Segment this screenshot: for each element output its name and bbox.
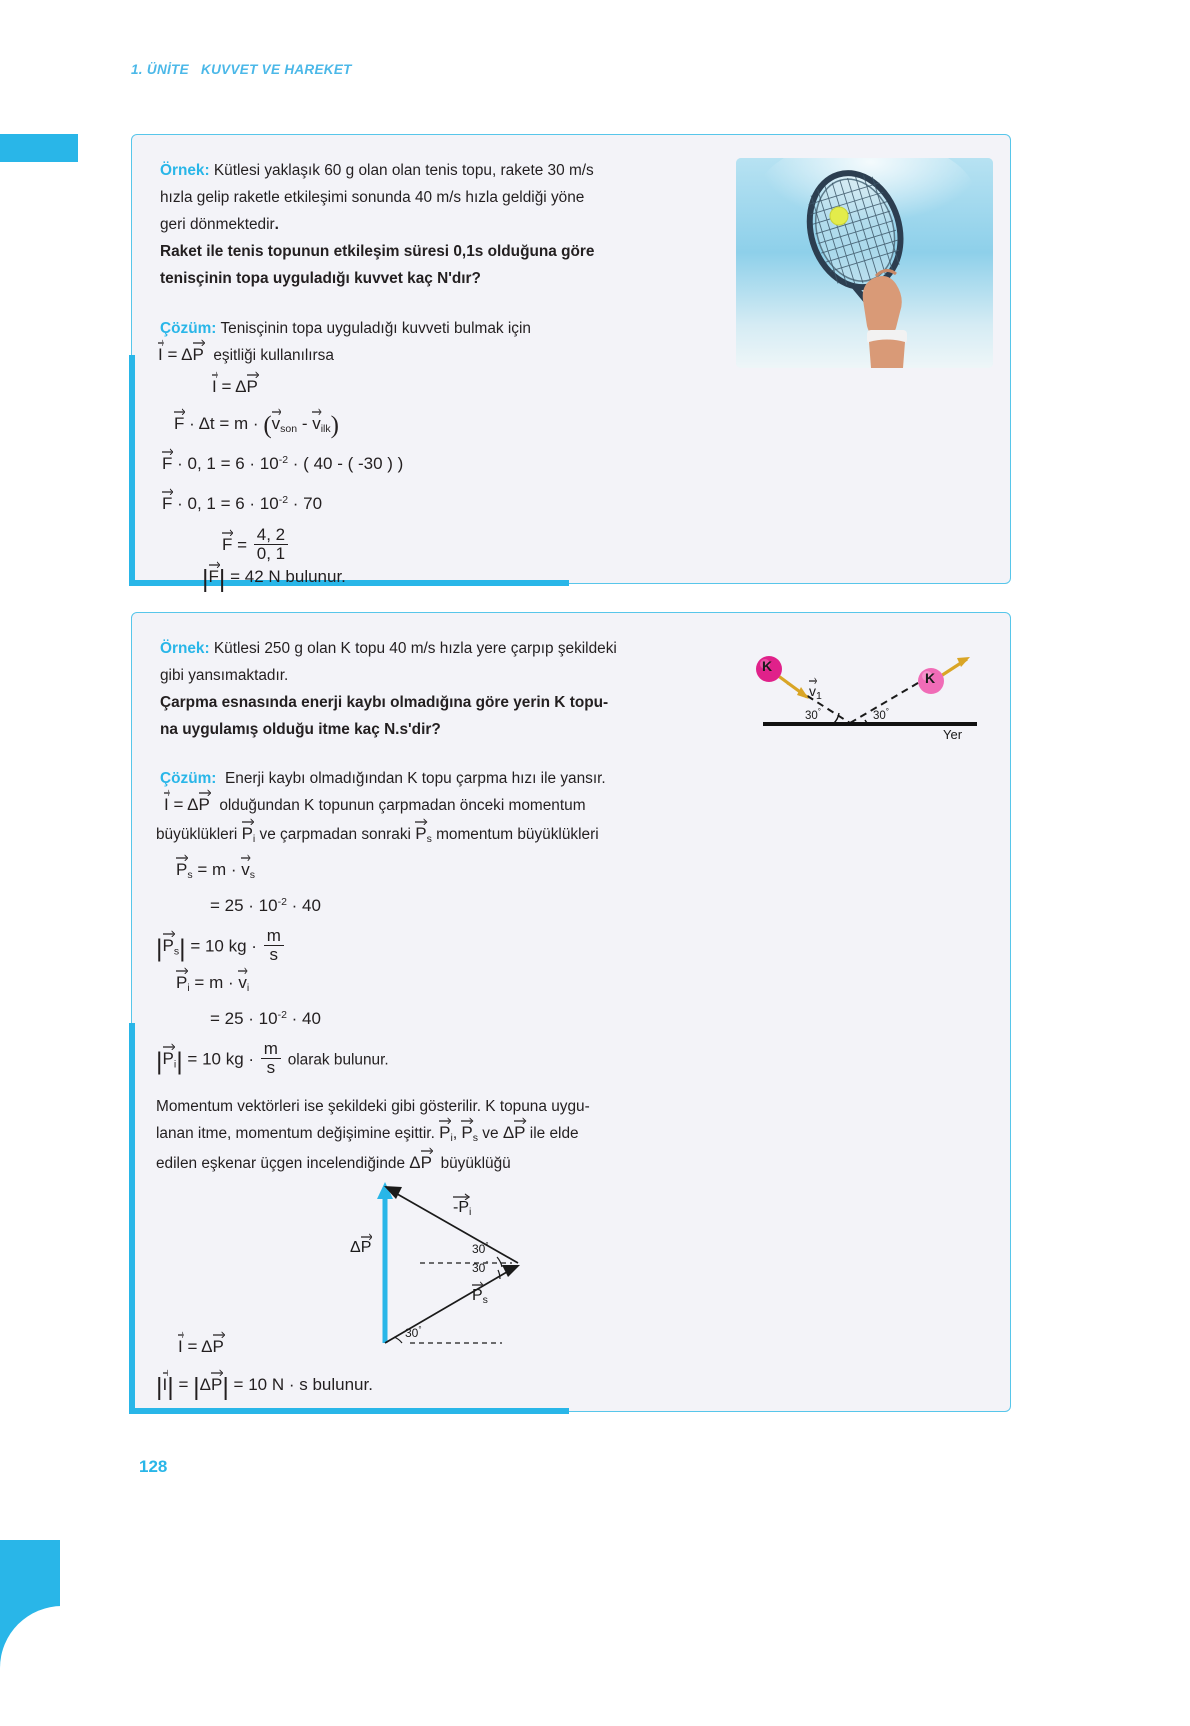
vec-F-5: F — [208, 567, 219, 586]
ps-label — [472, 1285, 488, 1306]
page-header-unit: 1. ÜNİTE KUVVET VE HAREKET — [131, 62, 352, 77]
exp-3: -2 — [277, 896, 287, 908]
deg-4: ° — [485, 1260, 489, 1269]
example2-solution-label: Çözüm: — [160, 770, 217, 787]
example1-statement-l3-dot: . — [274, 216, 279, 233]
example2-eq-3: $P_s = m$ · $v_s$ — [176, 858, 255, 881]
example2-kg-1: = 10 kg · — [190, 936, 257, 956]
delta-7: Δ — [199, 1375, 211, 1394]
v-ilk-sub: ilk — [320, 423, 331, 435]
example2-eq-2 — [156, 822, 599, 845]
example2-l3c: momentum büyüklükleri — [436, 826, 599, 843]
example2-paragraph-l2 — [156, 1121, 579, 1144]
example2-eq-7 — [210, 1009, 321, 1029]
example1-result-text: = 42 N bulunur. — [230, 567, 346, 586]
example2-num-2: = 25 · 10 — [210, 1009, 278, 1028]
example1-eq1-tail: eşitliği kullanılırsa — [213, 347, 334, 364]
example1-eq-2: I = Δ P — [212, 375, 258, 397]
vec-P-9: P — [162, 1049, 174, 1069]
example1-eq5-tail: · 70 — [292, 494, 323, 513]
example2-label: Örnek: — [160, 640, 210, 657]
bounce-diagram — [745, 645, 995, 750]
vec-P-1: P — [192, 345, 204, 364]
sub-i-1: i — [252, 833, 256, 845]
comma-1: , — [452, 1125, 458, 1142]
vec-P-12: P — [514, 1123, 526, 1142]
minus-pi-label — [453, 1197, 471, 1218]
vec-P-11: P — [461, 1123, 473, 1142]
example2-eq-8: | $P_i| = 10$ kg · $\frac{m}{s}$ olarak bulunur. — [156, 1039, 389, 1078]
tennis-racket-photo — [736, 158, 993, 368]
angle-bottom-value: 30 — [405, 1326, 419, 1340]
vec-P-13: P — [420, 1153, 432, 1172]
ball-label-right: K — [925, 670, 936, 686]
example1-question-l1: Raket ile tenis topunun etkileşim süresi 0,1s olduğuna göre — [160, 243, 595, 260]
example2-eq-6: $P_i = m$ · $v_i$ — [176, 971, 249, 994]
unit-num-1: m — [266, 926, 281, 945]
example2-solution-intro-text: Enerji kaybı olmadığından K topu çarpma hızı ile yansır. — [225, 770, 606, 787]
example1-eq-3: F · Δt = m · ( $v_{son}$ - $v_{ilk}$) — [174, 412, 339, 440]
vec-F-4: F — [222, 535, 233, 555]
vec-P-4: P — [241, 824, 253, 843]
deg-1: ° — [817, 707, 821, 716]
sub-s-5: s — [472, 1132, 478, 1144]
delta-8: Δ — [350, 1239, 361, 1256]
angle-mid-value: 30 — [472, 1261, 486, 1275]
example2-num-1-tail: · 40 — [291, 896, 321, 915]
angle-top-value: 30 — [472, 1242, 486, 1256]
sub-s-4: s — [173, 945, 180, 958]
example2-num-2-tail: · 40 — [291, 1009, 321, 1028]
example2-para-l1: Momentum vektörleri ise şekildeki gibi gösterilir. K topuna uygu- — [156, 1098, 590, 1115]
v-son-sub: son — [280, 423, 298, 435]
example1-eq-6: F = $\frac{4, 2}{0, 1}$ — [222, 527, 290, 565]
example2-final-result: | I| = |Δ P| = 10 N · s bulunur. — [156, 1373, 373, 1402]
vec-P-5: P — [415, 824, 427, 843]
example1-solution-intro-text: Tenisçinin topa uyguladığı kuvveti bulmak için — [220, 320, 531, 337]
accent-bar-vertical-1 — [129, 355, 135, 586]
example2-para-l2c: ve — [482, 1125, 499, 1142]
example1-solution-label: Çözüm: — [160, 320, 217, 337]
angle-right-value: 30 — [873, 709, 886, 722]
example2-para-l2d: ile elde — [529, 1125, 579, 1142]
exp-1: -2 — [278, 454, 289, 466]
example2-para-l3a: edilen eşkenar üçgen incelendiğinde — [156, 1155, 406, 1172]
ball-label-left: K — [762, 658, 773, 674]
example2-kg-2: = 10 kg · — [187, 1049, 255, 1069]
example2-eq-5: | $P_s| = 10$ kg · $\frac{m}{s}$ — [156, 928, 286, 966]
footer-accent-shape — [0, 1540, 60, 1683]
vec-F-1: F — [174, 414, 185, 433]
velocity-sub: 1 — [816, 690, 822, 702]
sub-s-3: s — [249, 869, 256, 881]
sub-i-5: i — [450, 1132, 453, 1144]
example2-paragraph — [156, 1093, 776, 1120]
example2-l3a: büyüklükleri — [156, 826, 238, 843]
example2-solution-intro — [160, 765, 606, 792]
vec-I-1: I — [158, 345, 163, 364]
angle-right-label — [873, 707, 889, 722]
example2-statement — [160, 635, 760, 743]
sub-s-6: s — [482, 1294, 488, 1306]
sub-s-2: s — [187, 869, 193, 881]
example1-eq5-body: · 0, 1 = 6 · 10 — [177, 494, 279, 513]
vec-F-2: F — [162, 454, 173, 473]
example2-final-eq: I = Δ P — [178, 1335, 224, 1357]
example2-eq1-tail: olduğundan K topunun çarpmadan önceki momentum — [219, 797, 586, 814]
example2-olarak: olarak bulunur. — [287, 1051, 389, 1069]
example2-num-1: = 25 · 10 — [210, 896, 278, 915]
example2-eq-4 — [210, 896, 321, 916]
deg-3: ° — [485, 1241, 489, 1250]
example2-statement-l2: gibi yansımaktadır. — [160, 667, 289, 684]
angle-top-label — [472, 1241, 489, 1256]
ps-letter: P — [472, 1287, 483, 1304]
example1-eq4-body: · 0, 1 = 6 · 10 — [177, 454, 279, 473]
example1-eq3-mid: · Δt = m · — [189, 414, 259, 433]
sub-i-6: i — [469, 1206, 472, 1218]
minus-pi-letter: -P — [453, 1199, 469, 1216]
sub-s-1: s — [426, 833, 432, 845]
example2-question-l2: na uygulamış olduğu itme kaç N.s'dir? — [160, 721, 441, 738]
delta-5: Δ — [409, 1153, 421, 1172]
angle-bottom-label — [405, 1325, 422, 1340]
page-number: 128 — [139, 1457, 168, 1476]
vec-P-6: P — [176, 860, 188, 879]
vec-I-3: I — [164, 795, 169, 814]
vec-P-8: P — [176, 973, 188, 992]
left-accent-tab — [0, 134, 78, 162]
vec-P-7: P — [162, 936, 174, 956]
unit-den-2: s — [261, 1058, 281, 1077]
vec-I-5: I — [162, 1375, 168, 1394]
frac-numerator-1: 4, 2 — [256, 525, 286, 544]
exp-2: -2 — [278, 494, 289, 506]
frac-denominator-1: 0, 1 — [254, 544, 288, 563]
example1-statement-l3: geri dönmektedir — [160, 216, 275, 233]
example1-eq-4 — [162, 452, 403, 474]
unit-den-1: s — [264, 945, 284, 964]
vec-I-4: I — [178, 1337, 183, 1356]
eq-pi-mid: = m · — [194, 973, 234, 992]
example2-eq-1: I = Δ P olduğundan K topunun çarpmadan önceki momentum — [164, 793, 586, 815]
vec-P-10: P — [439, 1123, 451, 1142]
example2-para-l2a: lanan itme, momentum değişimine eşittir. — [156, 1125, 435, 1142]
example1-eq4-tail: · ( 40 - ( -30 ) ) — [292, 454, 404, 473]
vec-P-3: P — [198, 795, 210, 814]
exp-4: -2 — [277, 1009, 287, 1021]
delta-1: Δ — [181, 345, 193, 364]
example2-question-l1: Çarpma esnasında enerji kaybı olmadığına göre yerin K topu- — [160, 694, 609, 711]
example1-statement-l1: Kütlesi yaklaşık 60 g olan olan tenis topu, rakete 30 m/s — [213, 162, 594, 179]
example1-question-l2: tenisçinin topa uyguladığı kuvvet kaç N'dır? — [160, 270, 481, 287]
example2-para-l3b: büyüklüğü — [440, 1155, 511, 1172]
vec-P-2: P — [246, 377, 258, 396]
angle-mid-label — [472, 1260, 489, 1275]
sub-i-4: i — [173, 1058, 177, 1071]
sub-i-2: i — [187, 982, 190, 994]
ground-label: Yer — [943, 727, 963, 742]
example2-paragraph-l3 — [156, 1151, 511, 1173]
accent-bar-horizontal-1 — [129, 580, 569, 586]
accent-bar-horizontal-2 — [129, 1408, 569, 1414]
vec-I-2: I — [212, 377, 217, 396]
example2-l3b: ve çarpmadan sonraki — [259, 826, 411, 843]
eq-ps-mid: = m · — [197, 860, 237, 879]
deg-2: ° — [885, 707, 889, 716]
vec-P-16: P — [360, 1239, 372, 1256]
deg-5: ° — [418, 1325, 422, 1334]
example2-statement-l1: Kütlesi 250 g olan K topu 40 m/s hızla yere çarpıp şekildeki — [213, 640, 617, 657]
delta-2: Δ — [235, 377, 247, 396]
delta-4: Δ — [502, 1123, 515, 1142]
example2-final-result-text: = 10 N · s bulunur. — [233, 1375, 373, 1394]
delta-p-label — [350, 1237, 371, 1257]
example1-eq-5 — [162, 492, 322, 514]
angle-left-value: 30 — [805, 709, 818, 722]
minus-1: - — [301, 414, 308, 433]
delta-6: Δ — [201, 1337, 213, 1356]
vec-F-3: F — [162, 494, 173, 513]
example1-solution-intro — [160, 315, 531, 342]
delta-3: Δ — [187, 795, 199, 814]
vec-P-15: P — [210, 1375, 223, 1394]
vector-triangle-diagram — [350, 1175, 670, 1360]
accent-bar-vertical-2 — [129, 1023, 135, 1414]
example1-label: Örnek: — [160, 162, 210, 179]
example1-eq-1: I = Δ P eşitliği kullanılırsa — [158, 343, 334, 365]
vec-P-14: P — [212, 1337, 224, 1356]
example1-statement — [160, 157, 735, 292]
velocity-label — [809, 681, 822, 702]
example1-result: | F| = 42 N bulunur. — [202, 565, 346, 594]
example1-statement-l2: hızla gelip raketle etkileşimi sonunda 40 m/s hızla geldiği yöne — [160, 189, 585, 206]
sub-i-3: i — [246, 982, 250, 994]
velocity-letter: v — [809, 683, 816, 699]
unit-num-2: m — [263, 1039, 278, 1058]
angle-left-label — [805, 707, 821, 722]
